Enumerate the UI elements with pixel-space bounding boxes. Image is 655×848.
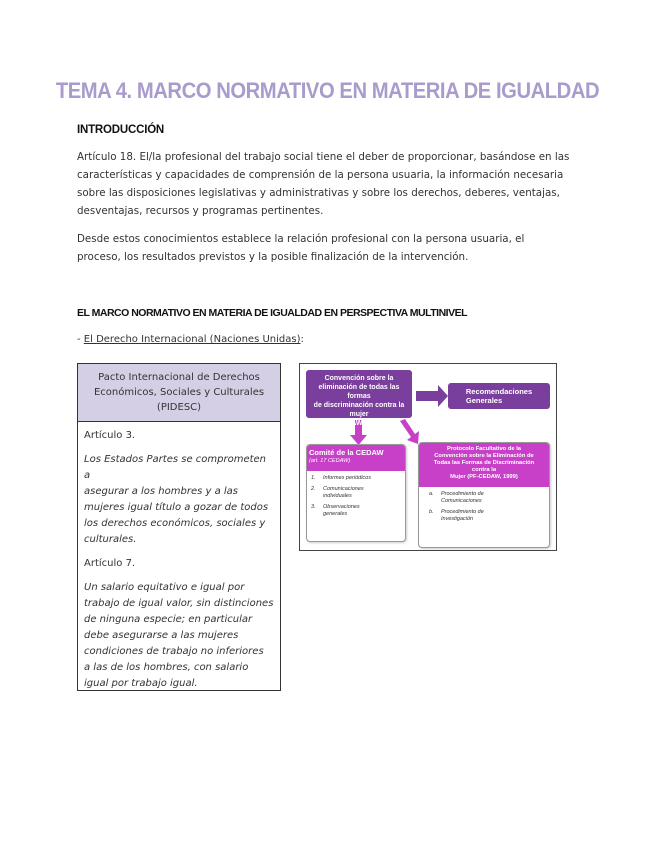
- intro-line: proceso, los resultados previstos y la posible finalización de la intervención.: [77, 251, 469, 263]
- article-line: condiciones de trabajo no inferiores: [84, 646, 264, 657]
- list-item: [311, 504, 405, 518]
- pidesc-head-line: Pacto Internacional de Derechos: [98, 372, 260, 383]
- node-line: Recomendaciones: [465, 387, 533, 396]
- node-line: Convención sobre la Eliminación de: [434, 453, 534, 459]
- intro-paragraph-1: [77, 148, 577, 220]
- node-line: mujer: [349, 411, 369, 418]
- article-line: Un salario equitativo e igual por: [84, 582, 245, 593]
- list-item: [429, 491, 549, 505]
- pidesc-box: [77, 363, 281, 691]
- node-line: contra la: [471, 467, 497, 473]
- item-num: b.: [429, 509, 434, 515]
- article-3-label: Artículo 3.: [84, 430, 136, 441]
- intro-heading: INTRODUCCIÓN: [77, 124, 165, 136]
- node-line: Convención sobre la: [324, 375, 394, 382]
- item-num: 1.: [311, 475, 316, 481]
- arrow-right-icon: [416, 385, 448, 407]
- list-item: [311, 486, 405, 500]
- node-line: (CEDAW, 1979): [334, 420, 384, 427]
- article-3-text: [78, 452, 280, 548]
- list-item: [429, 509, 549, 523]
- pidesc-head-line: (PIDESC): [156, 402, 202, 413]
- item-text: Procedimiento de Comunicaciones: [441, 491, 484, 504]
- node-line: Protocolo Facultativo de la: [446, 446, 522, 452]
- intro-line: sobre las disposiciones legislativas y administrativas y sobre los derechos, deberes, ventajas,: [77, 187, 560, 199]
- article-line: culturales.: [84, 534, 137, 545]
- article-7-label: Artículo 7.: [84, 558, 136, 569]
- intro-line: Artículo 18. El/la profesional del trabajo social tiene el deber de proporcionar, basándose en las: [77, 151, 570, 163]
- article-line: Los Estados Partes se comprometen a: [84, 454, 267, 481]
- committee-header: [307, 445, 405, 471]
- committee-panel: [306, 444, 406, 542]
- article-line: de ninguna especie; en particular: [84, 614, 253, 625]
- list-item: [311, 475, 405, 482]
- article-7-text: [78, 580, 280, 692]
- item-num: a.: [429, 491, 434, 497]
- article-line: trabajo de igual valor, sin distinciones: [84, 598, 274, 609]
- convention-node: [306, 370, 412, 427]
- article-line: debe asegurarse a las mujeres: [84, 630, 239, 641]
- node-line: de discriminación contra la: [313, 402, 405, 409]
- article-line: igual por trabajo igual.: [84, 678, 198, 689]
- article-line: asegurar a los hombres y a las: [84, 486, 239, 497]
- subsection-label: [77, 334, 304, 345]
- item-text: Procedimiento de Investigación: [441, 509, 484, 522]
- intro-line: Desde estos conocimientos establece la relación profesional con la persona usuaria, el: [77, 233, 525, 245]
- intro-paragraph-2: [77, 230, 577, 266]
- item-num: 2.: [311, 486, 316, 492]
- item-text: Observaciones generales: [323, 504, 360, 517]
- node-line: Generales: [465, 396, 503, 405]
- sub-prefix: -: [77, 334, 84, 345]
- intro-line: desventajas, recursos y programas pertinentes.: [77, 205, 324, 217]
- protocol-panel: [418, 442, 550, 548]
- node-line: Mujer (PF-CEDAW, 1999): [450, 474, 518, 480]
- sub-suffix: :: [300, 334, 304, 345]
- committee-title: Comité de la CEDAW: [309, 448, 384, 457]
- article-line: los derechos económicos, sociales y: [84, 518, 266, 529]
- recommendations-node: [448, 383, 550, 409]
- item-num: 3.: [311, 504, 316, 510]
- node-line: eliminación de todas las formas: [318, 384, 400, 400]
- protocol-header: [419, 443, 549, 487]
- section-heading: EL MARCO NORMATIVO EN MATERIA DE IGUALDAD EN PERSPECTIVA MULTINIVEL: [77, 307, 468, 319]
- article-line: mujeres igual título a gozar de todos: [84, 502, 269, 513]
- pidesc-header: [78, 364, 280, 422]
- cedaw-diagram: [299, 363, 557, 551]
- sub-label: El Derecho Internacional (Naciones Unidas): [83, 334, 301, 345]
- article-line: a las de los hombres, con salario: [84, 662, 249, 673]
- item-text: Comunicaciones individuales: [323, 486, 364, 499]
- committee-sub: (art. 17 CEDAW): [309, 458, 351, 464]
- page-title: TEMA 4. MARCO NORMATIVO EN MATERIA DE IGUALDAD: [55, 78, 600, 103]
- node-line: Todas las Formas de Discriminación: [433, 460, 535, 466]
- item-text: Informes periódicos: [323, 475, 371, 481]
- intro-line: características y capacidades de comprensión de la persona usuaria, la información necesaria: [77, 169, 564, 181]
- pidesc-head-line: Económicos, Sociales y Culturales: [93, 387, 265, 398]
